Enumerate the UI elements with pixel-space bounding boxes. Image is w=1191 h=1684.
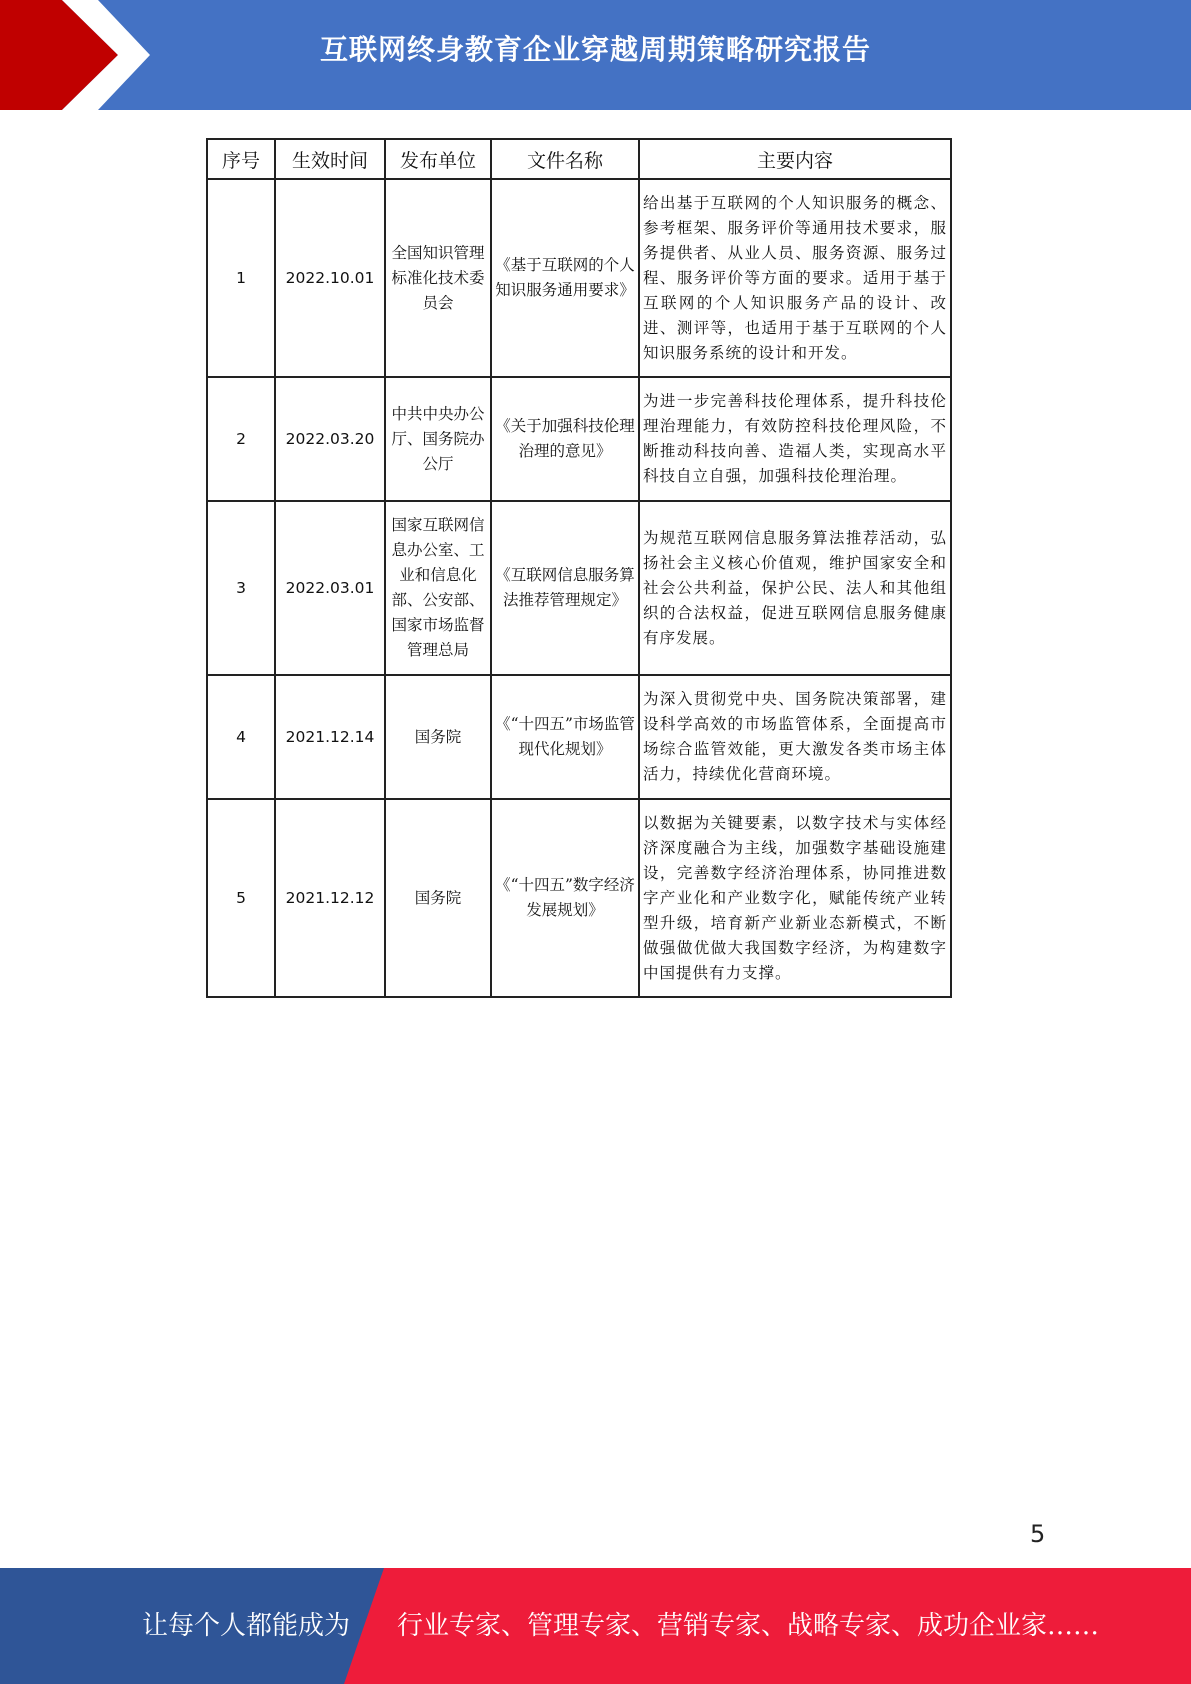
table-row: [207, 799, 951, 997]
cell-number: 4: [207, 675, 275, 799]
cell-document-name: 《关于加强科技伦理治理的意见》: [491, 377, 639, 501]
cell-date: 2021.12.12: [275, 799, 385, 997]
cell-date: 2021.12.14: [275, 675, 385, 799]
cell-number: 3: [207, 501, 275, 675]
cell-issuer: 国务院: [385, 799, 491, 997]
cell-main-content: 给出基于互联网的个人知识服务的概念、参考框架、服务评价等通用技术要求，服务提供者、从业人员、服务资源、服务过程、服务评价等方面的要求。适用于基于互联网的个人知识服务产品的设计、改进、测评等，也适用于基于互联网的个人知识服务系统的设计和开发。: [639, 179, 951, 377]
col-header-main-content: 主要内容: [639, 139, 951, 179]
page-footer: [0, 1568, 1191, 1684]
cell-number: 2: [207, 377, 275, 501]
policy-table: [206, 138, 952, 998]
footer-slogan-right: 行业专家、管理专家、营销专家、战略专家、成功企业家……: [397, 1611, 1100, 1641]
cell-number: 5: [207, 799, 275, 997]
cell-issuer: 国家互联网信息办公室、工业和信息化部、公安部、国家市场监督管理总局: [385, 501, 491, 675]
cell-document-name: 《“十四五”市场监管现代化规划》: [491, 675, 639, 799]
cell-document-name: 《基于互联网的个人知识服务通用要求》: [491, 179, 639, 377]
cell-issuer: 中共中央办公厅、国务院办公厅: [385, 377, 491, 501]
table-header-row: [207, 139, 951, 179]
cell-date: 2022.03.01: [275, 501, 385, 675]
col-header-effective-date: 生效时间: [275, 139, 385, 179]
cell-number: 1: [207, 179, 275, 377]
cell-main-content: 为进一步完善科技伦理体系，提升科技伦理治理能力，有效防控科技伦理风险，不断推动科技向善、造福人类，实现高水平科技自立自强，加强科技伦理治理。: [639, 377, 951, 501]
cell-issuer: 国务院: [385, 675, 491, 799]
cell-document-name: 《“十四五”数字经济发展规划》: [491, 799, 639, 997]
cell-document-name: 《互联网信息服务算法推荐管理规定》: [491, 501, 639, 675]
report-title: 互联网终身教育企业穿越周期策略研究报告: [320, 33, 872, 66]
table-row: [207, 501, 951, 675]
footer-slogan-left: 让每个人都能成为: [142, 1611, 351, 1641]
table-row: [207, 675, 951, 799]
cell-date: 2022.03.20: [275, 377, 385, 501]
table-row: [207, 179, 951, 377]
header-chevron-graphic: [0, 0, 200, 110]
table-row: [207, 377, 951, 501]
page-number: 5: [1030, 1520, 1046, 1548]
cell-date: 2022.10.01: [275, 179, 385, 377]
cell-issuer: 全国知识管理标准化技术委员会: [385, 179, 491, 377]
col-header-number: 序号: [207, 139, 275, 179]
cell-main-content: 为深入贯彻党中央、国务院决策部署，建设科学高效的市场监管体系，全面提高市场综合监管效能，更大激发各类市场主体活力，持续优化营商环境。: [639, 675, 951, 799]
cell-main-content: 为规范互联网信息服务算法推荐活动，弘扬社会主义核心价值观，维护国家安全和社会公共利益，保护公民、法人和其他组织的合法权益，促进互联网信息服务健康有序发展。: [639, 501, 951, 675]
cell-main-content: 以数据为关键要素，以数字技术与实体经济深度融合为主线，加强数字基础设施建设，完善数字经济治理体系，协同推进数字产业化和产业数字化，赋能传统产业转型升级，培育新产业新业态新模式，不断做强做优做大我国数字经济，为构建数字中国提供有力支撑。: [639, 799, 951, 997]
col-header-issuer: 发布单位: [385, 139, 491, 179]
page-header: [0, 0, 1191, 110]
col-header-document-name: 文件名称: [491, 139, 639, 179]
